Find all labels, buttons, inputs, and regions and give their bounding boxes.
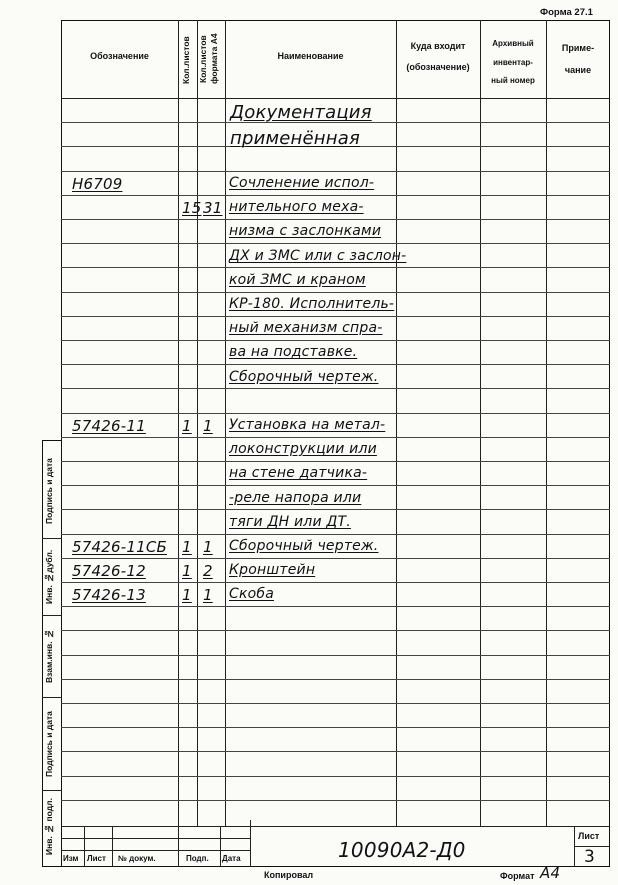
section-title-line-1: Документация xyxy=(230,102,372,123)
side-replace-inv: Взам.инв. № xyxy=(44,629,54,683)
tb-list: Лист xyxy=(87,854,106,863)
document-code: 10090А2-Д0 xyxy=(338,838,466,862)
header-note-2: чание xyxy=(564,65,592,75)
row-designation: 57426-11 xyxy=(72,417,146,435)
row-line xyxy=(61,388,610,389)
side-sign-date-2: Подпись и дата xyxy=(44,711,54,777)
row-sheet-count: 1 xyxy=(182,562,192,580)
col-line-1 xyxy=(178,20,179,826)
side-sign-date-1: Подпись и дата xyxy=(44,458,54,524)
col-line-2 xyxy=(197,20,198,826)
header-where-used-2: (обозначение) xyxy=(406,62,470,72)
row-sheet-count: 1 xyxy=(182,417,192,435)
title-block-line-a xyxy=(61,838,250,839)
header-sheet-count: Кол.листов xyxy=(181,36,191,84)
tb-col-4 xyxy=(220,826,221,867)
row-name: нительного меха- xyxy=(229,199,364,215)
row-line xyxy=(61,413,610,414)
row-name: Кронштейн xyxy=(229,562,316,578)
form-label: Форма 27.1 xyxy=(540,7,593,18)
row-line xyxy=(61,751,610,752)
row-name: низма с заслонками xyxy=(229,223,382,239)
row-sheet-format: 1 xyxy=(203,538,213,556)
footer-format-value: А4 xyxy=(540,864,561,882)
row-name: ДХ и ЗМС или с заслон- xyxy=(229,248,407,264)
row-line xyxy=(61,776,610,777)
title-block-top xyxy=(61,826,610,827)
col-line-5 xyxy=(480,20,481,826)
row-sheet-format: 1 xyxy=(203,586,213,604)
row-line xyxy=(61,461,610,462)
side-divider-4 xyxy=(42,790,62,791)
row-designation: 57426-11СБ xyxy=(72,538,167,556)
row-name: ва на подставке. xyxy=(229,344,358,360)
row-line xyxy=(61,171,610,172)
row-line xyxy=(61,485,610,486)
row-designation: 57426-13 xyxy=(72,586,146,604)
row-name: Сборочный чертеж. xyxy=(229,538,379,554)
col-line-3 xyxy=(225,20,226,826)
header-name: Наименование xyxy=(277,51,344,61)
row-sheet-format: 31 xyxy=(203,199,223,217)
row-line xyxy=(61,437,610,438)
row-line xyxy=(61,509,610,510)
row-name: локонструкции или xyxy=(229,441,377,457)
header-sheet-count-format: Кол.листов формата А4 xyxy=(198,33,219,85)
tb-doc-no: № докум. xyxy=(118,854,156,863)
row-line xyxy=(61,703,610,704)
row-line xyxy=(61,655,610,656)
footer-format-label: Формат xyxy=(500,871,535,881)
section-title-line-2: применённая xyxy=(230,128,360,149)
row-line xyxy=(61,267,610,268)
side-inv-orig: Инв. № подл. xyxy=(44,798,54,856)
header-archive-3: ный номер xyxy=(491,76,535,85)
col-line-6 xyxy=(546,20,547,826)
row-name: Скоба xyxy=(229,586,275,602)
row-line xyxy=(61,800,610,801)
row-line xyxy=(61,340,610,341)
row-line xyxy=(61,364,610,365)
row-name: Установка на метал- xyxy=(229,417,386,433)
tb-sign: Подп. xyxy=(186,854,209,863)
row-line xyxy=(61,606,610,607)
row-name: кой ЗМС и краном xyxy=(229,272,366,288)
header-archive-1: Архивный xyxy=(492,39,534,48)
side-inv-dup: Инв. №дубл. xyxy=(44,549,54,605)
tb-sheet-label: Лист xyxy=(578,831,600,841)
row-sheet-count: 15 xyxy=(182,199,202,217)
header-archive-2: инвентар- xyxy=(493,58,533,67)
row-name: КР-180. Исполнитель- xyxy=(229,296,395,312)
row-line xyxy=(61,727,610,728)
header-designation: Обозначение xyxy=(90,51,149,61)
tb-date: Дата xyxy=(222,854,241,863)
tb-col-1 xyxy=(84,826,85,867)
row-designation: 57426-12 xyxy=(72,562,146,580)
side-divider-3 xyxy=(42,697,62,698)
footer-copied: Копировал xyxy=(264,870,314,880)
tb-col-2 xyxy=(112,826,113,867)
row-name: Сочленение испол- xyxy=(229,175,375,191)
tb-col-3 xyxy=(178,826,179,867)
row-line xyxy=(61,219,610,220)
row-line xyxy=(61,558,610,559)
title-block-line-b xyxy=(61,850,250,851)
row-line xyxy=(61,292,610,293)
row-sheet-format: 1 xyxy=(203,417,213,435)
row-name: тяги ДН или ДТ. xyxy=(229,514,351,530)
row-line xyxy=(61,630,610,631)
row-line xyxy=(61,243,610,244)
row-line xyxy=(61,316,610,317)
row-name: Сборочный чертеж. xyxy=(229,369,379,385)
row-designation: Н6709 xyxy=(72,175,123,193)
row-line xyxy=(61,534,610,535)
tb-col-5 xyxy=(250,820,251,867)
tb-izm: Изм xyxy=(63,854,79,863)
header-note-1: Приме- xyxy=(561,43,595,53)
row-line xyxy=(61,582,610,583)
row-sheet-count: 1 xyxy=(182,538,192,556)
header-line xyxy=(61,98,610,99)
row-line xyxy=(61,679,610,680)
row-name: ный механизм спра- xyxy=(229,320,383,336)
row-name: на стене датчика- xyxy=(229,465,368,481)
row-line xyxy=(61,195,610,196)
side-divider-2 xyxy=(42,615,62,616)
tb-sheet-number: 3 xyxy=(584,847,596,867)
side-divider-1 xyxy=(42,538,62,539)
row-name: -реле напора или xyxy=(229,490,362,506)
col-line-4 xyxy=(396,20,397,826)
header-where-used-1: Куда входит xyxy=(410,41,466,51)
row-sheet-format: 2 xyxy=(203,562,213,580)
row-sheet-count: 1 xyxy=(182,586,192,604)
